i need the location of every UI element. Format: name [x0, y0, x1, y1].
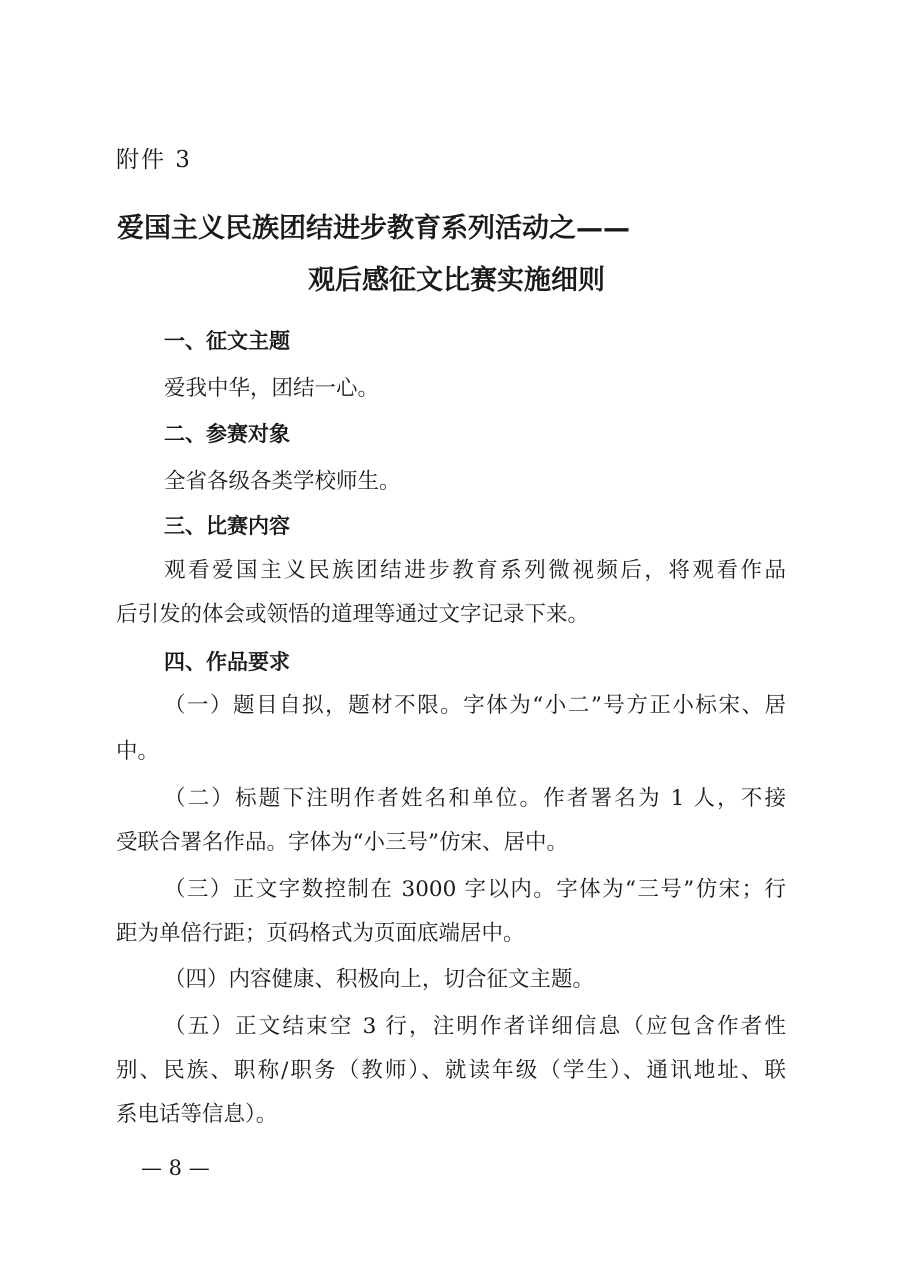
section-body-content-line2: 后引发的体会或领悟的道理等通过文字记录下来。 — [116, 602, 590, 627]
requirement-item-2-line1: （二）标题下注明作者姓名和单位。作者署名为 1 人，不接 — [164, 786, 786, 811]
section-heading-requirements: 四、作品要求 — [164, 650, 290, 674]
requirement-item-3-line1: （三）正文字数控制在 3000 字以内。字体为“三号”仿宋；行 — [164, 877, 786, 902]
section-body-theme: 爱我中华，团结一心。 — [164, 376, 380, 401]
requirement-item-3-line2: 距为单倍行距；页码格式为页面底端居中。 — [116, 921, 525, 946]
requirement-item-1-line1: （一）题目自拟，题材不限。字体为“小二”号方正小标宋、居 — [164, 693, 786, 718]
document-title-line2: 观后感征文比赛实施细则 — [308, 265, 605, 296]
section-body-participants: 全省各级各类学校师生。 — [164, 469, 401, 494]
section-body-content-line1: 观看爱国主义民族团结进步教育系列微视频后，将观看作品 — [164, 558, 786, 583]
requirement-item-4-line1: （四）内容健康、积极向上，切合征文主题。 — [164, 967, 595, 992]
requirement-item-5-line3: 系电话等信息）。 — [116, 1102, 278, 1127]
section-heading-participants: 二、参赛对象 — [164, 422, 290, 446]
page-number: — 8 — — [141, 1156, 210, 1180]
document-title-line1: 爱国主义民族团结进步教育系列活动之—— — [117, 213, 630, 244]
section-heading-theme: 一、征文主题 — [164, 329, 290, 353]
attachment-label: 附件 3 — [116, 147, 192, 173]
requirement-item-5-line2: 别、民族、职称/职务（教师）、就读年级（学生）、通讯地址、联 — [116, 1058, 786, 1083]
requirement-item-2-line2: 受联合署名作品。字体为“小三号”仿宋、居中。 — [116, 830, 568, 855]
section-heading-content: 三、比赛内容 — [164, 514, 290, 538]
requirement-item-1-line2: 中。 — [116, 739, 160, 764]
requirement-item-5-line1: （五）正文结束空 3 行，注明作者详细信息（应包含作者性 — [164, 1014, 786, 1039]
